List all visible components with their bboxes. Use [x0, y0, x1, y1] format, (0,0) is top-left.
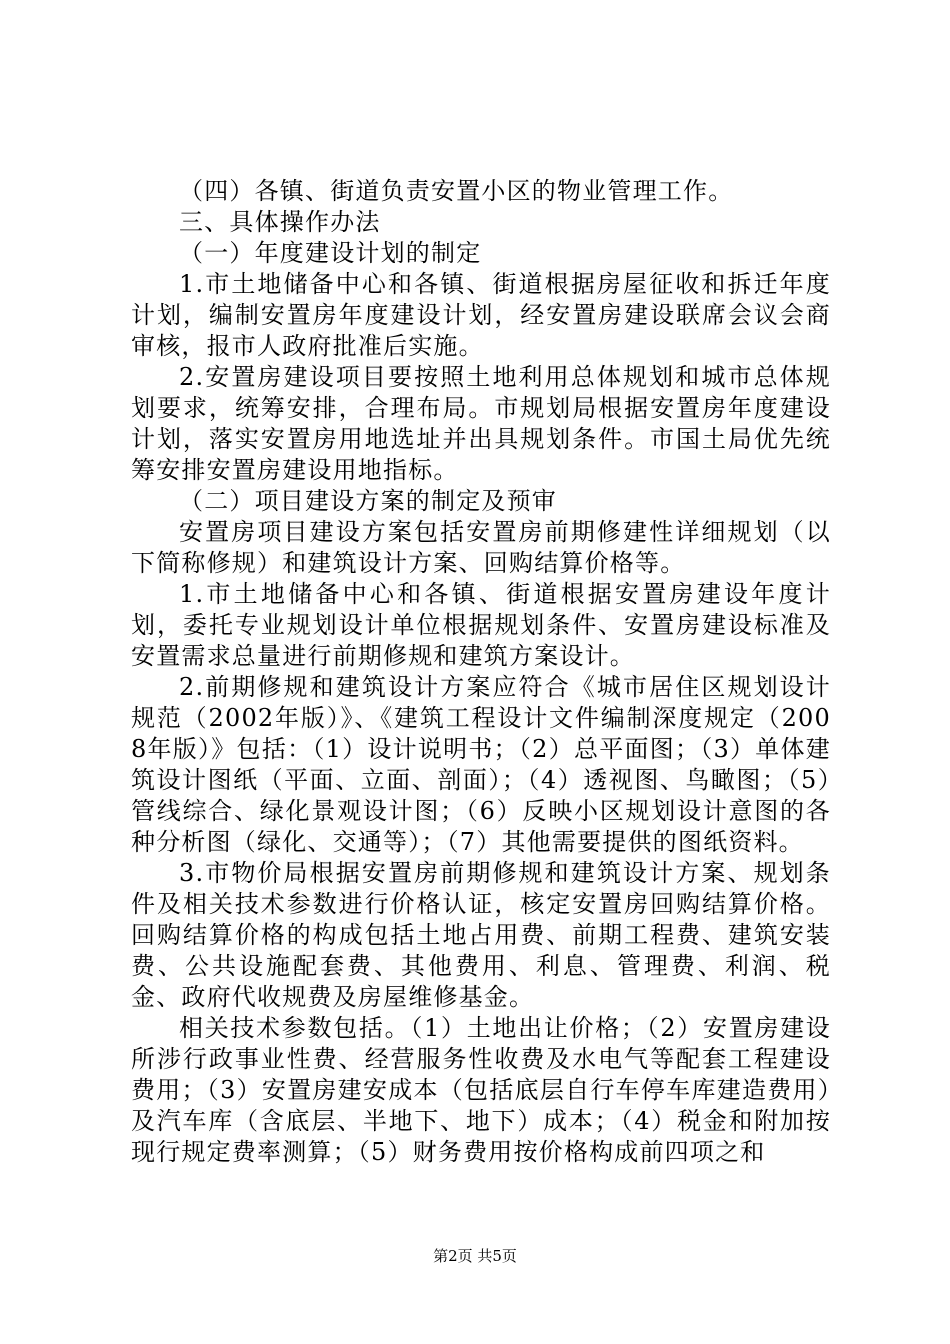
paragraph-annual-plan-2: 2.安置房建设项目要按照土地利用总体规划和城市总体规划要求，统筹安排，合理布局。市规划局根据安置房年度建设计划，落实安置房用地选址并出具规划条件。市国土局优先统筹安排安置房建设用地指标。 [131, 363, 831, 484]
paragraph-project-plan-3: 3.市物价局根据安置房前期修规和建筑设计方案、规划条件及相关技术参数进行价格认证，核定安置房回购结算价格。回购结算价格的构成包括土地占用费、前期工程费、建筑安装费、公共设施配套费、其他费用、利息、管理费、利润、税金、政府代收规费及房屋维修基金。 [131, 859, 831, 1011]
paragraph-technical-parameters: 相关技术参数包括。（1）土地出让价格；（2）安置房建设所涉行政事业性费、经营服务性收费及水电气等配套工程建设费用；（3）安置房建安成本（包括底层自行车停车库建造费用）及汽车库（含底层、半地下、地下）成本；（4）税金和附加按现行规定费率测算；（5）财务费用按价格构成前四项之和 [131, 1014, 831, 1166]
paragraph-property-management: （四）各镇、街道负责安置小区的物业管理工作。 [179, 177, 734, 205]
page-number-footer: 第2页 共5页 [433, 1247, 517, 1265]
section-heading-procedures: 三、具体操作办法 [179, 208, 381, 236]
paragraph-project-plan-intro: 安置房项目建设方案包括安置房前期修建性详细规划（以下简称修规）和建筑设计方案、回购结算价格等。 [131, 518, 831, 577]
subsection-heading-project-plan: （二）项目建设方案的制定及预审 [179, 487, 557, 515]
document-body [131, 176, 831, 1168]
paragraph-project-plan-1: 1.市土地储备中心和各镇、街道根据安置房建设年度计划，委托专业规划设计单位根据规划条件、安置房建设标准及安置需求总量进行前期修规和建筑方案设计。 [131, 580, 831, 670]
paragraph-annual-plan-1: 1.市土地储备中心和各镇、街道根据房屋征收和拆迁年度计划，编制安置房年度建设计划，经安置房建设联席会议会商审核，报市人政府批准后实施。 [131, 270, 831, 360]
subsection-heading-annual-plan: （一）年度建设计划的制定 [179, 239, 482, 267]
paragraph-project-plan-2: 2.前期修规和建筑设计方案应符合《城市居住区规划设计规范（2002年版）》、《建筑工程设计文件编制深度规定（2008年版）》包括：（1）设计说明书；（2）总平面图；（3）单体建筑设计图纸（平面、立面、剖面）；（4）透视图、鸟瞰图；（5）管线综合、绿化景观设计图；（6）反映小区规划设计意图的各种分析图（绿化、交通等）；（7）其他需要提供的图纸资料。 [131, 673, 831, 856]
